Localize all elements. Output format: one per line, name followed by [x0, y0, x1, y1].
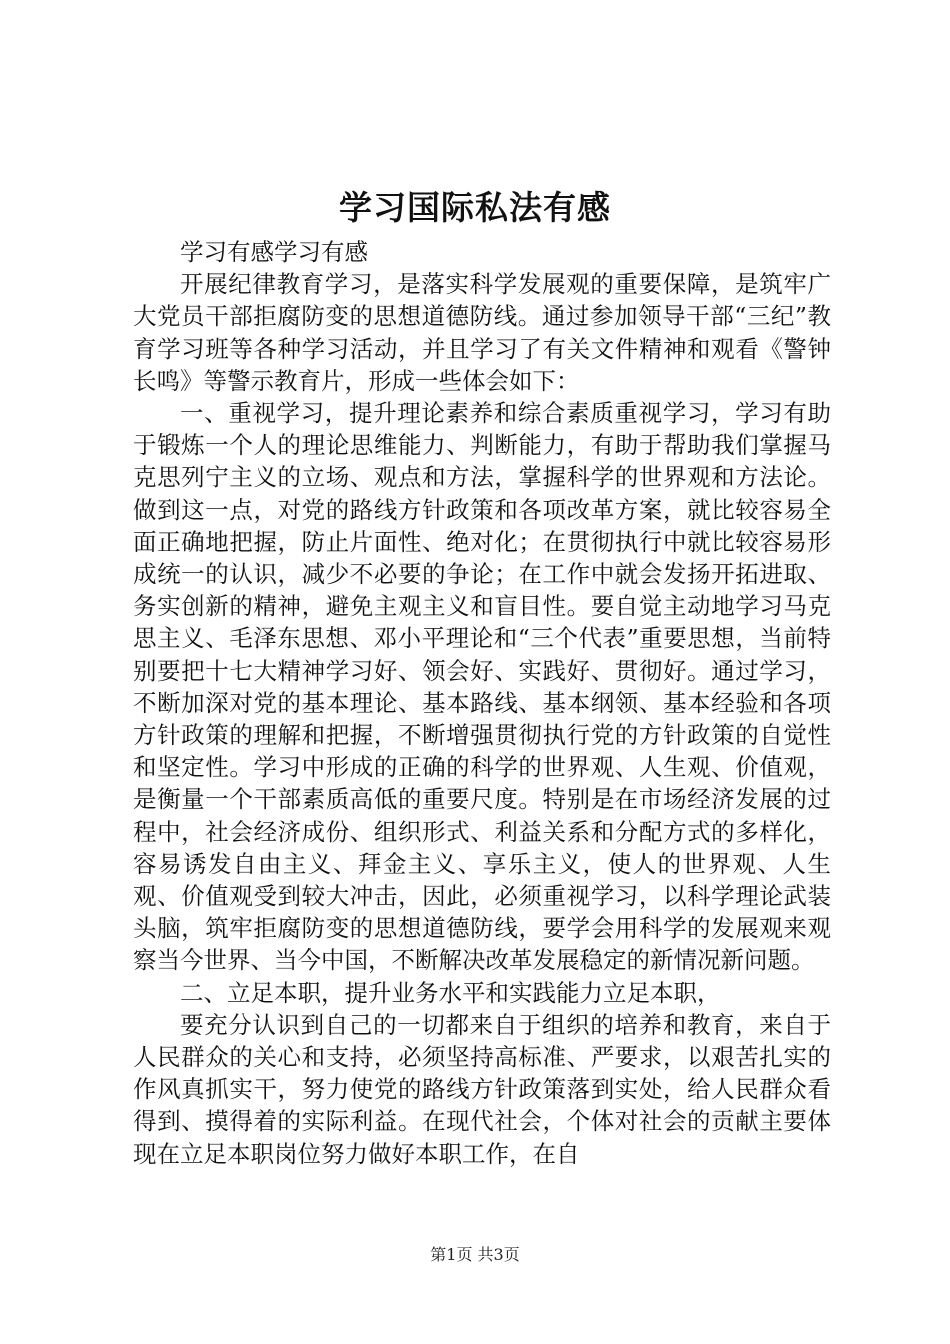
document-body: [133, 236, 831, 1170]
paragraph: 学习有感学习有感: [180, 238, 368, 266]
paragraph: 要充分认识到自己的一切都来自于组织的培养和教育，来自于人民群众的关心和支持，必须坚持高标准、严要求，以艰苦扎实的作风真抓实干，努力使党的路线方针政策落到实处，给人民群众看得到、摸得着的实际利益。在现代社会，个体对社会的贡献主要体现在立足本职岗位努力做好本职工作，在自: [133, 1010, 831, 1168]
paragraph: 一、重视学习，提升理论素养和综合素质重视学习，学习有助于锻炼一个人的理论思维能力、判断能力，有助于帮助我们掌握马克思列宁主义的立场、观点和方法，掌握科学的世界观和方法论。做到这一点，对党的路线方针政策和各项改革方案，就比较容易全面正确地把握，防止片面性、绝对化；在贯彻执行中就比较容易形成统一的认识，减少不必要的争论；在工作中就会发扬开拓进取、务实创新的精神，避免主观主义和盲目性。要自觉主动地学习马克思主义、毛泽东思想、邓小平理论和“三个代表”重要思想，当前特别要把十七大精神学习好、领会好、实践好、贯彻好。通过学习，不断加深对党的基本理论、基本路线、基本纲领、基本经验和各项方针政策的理解和把握，不断增强贯彻执行党的方针政策的自觉性和坚定性。学习中形成的正确的科学的世界观、人生观、价值观，是衡量一个干部素质高低的重要尺度。特别是在市场经济发展的过程中，社会经济成份、组织形式、利益关系和分配方式的多样化，容易诱发自由主义、拜金主义、享乐主义，使人的世界观、人生观、价值观受到较大冲击，因此，必须重视学习，以科学理论武装头脑，筑牢拒腐防变的思想道德防线，要学会用科学的发展观来观察当今世界、当今中国，不断解决改革发展稳定的新情况新问题。: [133, 399, 831, 975]
paragraph: 二、立足本职，提升业务水平和实践能力立足本职，: [180, 978, 721, 1007]
page-number-footer: 第1页 共3页: [430, 1245, 520, 1264]
paragraph: 开展纪律教育学习，是落实科学发展观的重要保障，是筑牢广大党员干部拒腐防变的思想道德防线。通过参加领导干部“三纪”教育学习班等各种学习活动，并且学习了有关文件精神和观看《警钟长鸣》等警示教育片，形成一些体会如下：: [133, 270, 831, 395]
document-title: 学习国际私法有感: [339, 188, 611, 227]
